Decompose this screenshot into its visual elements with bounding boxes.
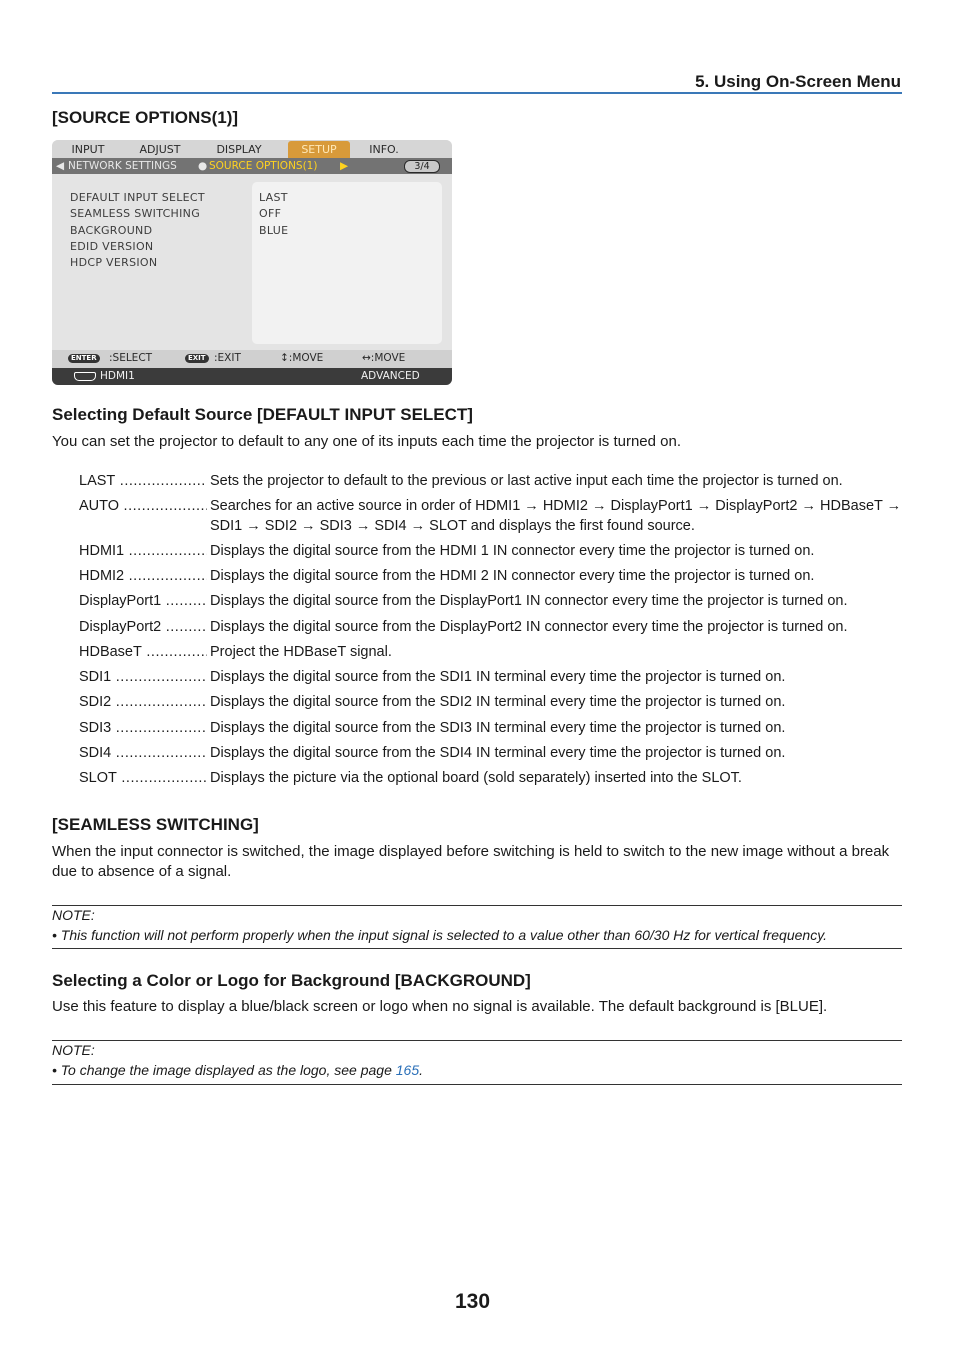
- option-term: SLOT .....: [79, 768, 207, 788]
- option-desc: Displays the digital source from the HDMI 1 IN connector every time the projector is turned on.: [210, 543, 815, 559]
- osd-footer-select: :SELECT: [109, 352, 153, 364]
- osd-tab-info[interactable]: INFO.: [369, 143, 399, 156]
- osd-status-bar: [52, 368, 452, 385]
- note-label: NOTE:: [52, 1042, 95, 1058]
- note-rule-bottom: [52, 948, 902, 949]
- enter-key-icon: ENTER: [68, 354, 100, 363]
- option-term: LAST .....: [79, 471, 207, 491]
- background-body: Use this feature to display a blue/black screen or logo when no signal is available. The default background is [BLUE].: [52, 998, 828, 1015]
- exit-key-icon: EXIT: [185, 354, 209, 363]
- osd-footer-move-updown: ↕:MOVE: [280, 352, 324, 364]
- osd-breadcrumb-current[interactable]: SOURCE OPTIONS(1): [209, 160, 318, 172]
- default-input-heading: Selecting Default Source [DEFAULT INPUT SELECT]: [52, 405, 473, 424]
- option-term: SDI3 .....: [79, 718, 207, 738]
- osd-footer-exit: :EXIT: [214, 352, 241, 364]
- osd-page-indicator: 3/4: [404, 160, 440, 173]
- page-number: 130: [455, 1290, 491, 1313]
- option-desc: Searches for an active source in order of HDMI1 → HDMI2 → DisplayPort1 → DisplayPort2 → HDBaseT → SDI1 → SDI2 → SDI3 → SDI4 → SLOT and displays the first found source.: [210, 498, 902, 534]
- note-rule-top: [52, 1040, 902, 1041]
- osd-value-seamless: OFF: [259, 207, 282, 220]
- option-desc: Displays the digital source from the SDI2 IN terminal every time the projector is turned on.: [210, 694, 786, 710]
- option-desc: Displays the picture via the optional board (sold separately) inserted into the SLOT.: [210, 770, 742, 786]
- bullet-icon: ●: [198, 160, 208, 172]
- option-term: SDI2 .....: [79, 692, 207, 712]
- option-desc: Project the HDBaseT signal.: [210, 644, 392, 660]
- chapter-title: 5. Using On-Screen Menu: [695, 72, 901, 91]
- note-text-suffix: .: [419, 1062, 423, 1078]
- option-desc: Displays the digital source from the HDMI 2 IN connector every time the projector is turned on.: [210, 568, 815, 584]
- right-arrow-icon[interactable]: ▶: [340, 160, 349, 172]
- osd-status-mode: ADVANCED: [361, 370, 420, 382]
- osd-tab-bar: [52, 140, 452, 158]
- default-input-intro: You can set the projector to default to any one of its inputs each time the projector is turned on.: [52, 433, 681, 450]
- osd-tab-setup[interactable]: SETUP: [288, 141, 350, 158]
- osd-tab-display[interactable]: DISPLAY: [216, 143, 262, 156]
- left-arrow-icon[interactable]: ◀: [56, 160, 65, 172]
- osd-status-input: HDMI1: [100, 370, 135, 382]
- page-link[interactable]: 165: [395, 1062, 420, 1078]
- osd-item-default-input-select[interactable]: DEFAULT INPUT SELECT: [70, 191, 205, 204]
- note-label: NOTE:: [52, 907, 95, 923]
- background-heading: Selecting a Color or Logo for Background [BACKGROUND]: [52, 971, 531, 990]
- note-text-prefix: • To change the image displayed as the logo, see page: [52, 1062, 396, 1078]
- osd-item-background[interactable]: BACKGROUND: [70, 224, 153, 237]
- seamless-heading: [SEAMLESS SWITCHING]: [52, 815, 259, 834]
- note-rule-bottom: [52, 1084, 902, 1085]
- option-desc: Displays the digital source from the SDI4 IN terminal every time the projector is turned on.: [210, 745, 786, 761]
- osd-item-seamless-switching[interactable]: SEAMLESS SWITCHING: [70, 207, 201, 220]
- osd-tab-input[interactable]: INPUT: [71, 143, 105, 156]
- note-text: • This function will not perform properly when the input signal is selected to a value other than 60/30 Hz for vertical frequency.: [52, 927, 828, 943]
- note-text: [52, 1062, 423, 1078]
- note-rule-top: [52, 905, 902, 906]
- section-title: [SOURCE OPTIONS(1)]: [52, 108, 239, 127]
- option-term: SDI4 .....: [79, 743, 207, 763]
- option-term: HDMI2 .....: [79, 566, 207, 586]
- seamless-body: When the input connector is switched, the image displayed before switching is held to switch to the new image without a break due to absence of a signal.: [52, 843, 890, 880]
- osd-item-edid-version[interactable]: EDID VERSION: [70, 240, 154, 253]
- option-desc: Displays the digital source from the SDI3 IN terminal every time the projector is turned on.: [210, 720, 786, 736]
- osd-tab-adjust[interactable]: ADJUST: [139, 143, 181, 156]
- osd-menu: [52, 140, 452, 385]
- header-rule: [52, 92, 902, 94]
- option-desc: Displays the digital source from the DisplayPort1 IN connector every time the projector is turned on.: [210, 593, 848, 609]
- osd-item-hdcp-version[interactable]: HDCP VERSION: [70, 256, 158, 269]
- option-desc: Displays the digital source from the DisplayPort2 IN connector every time the projector is turned on.: [210, 619, 848, 635]
- option-desc: Sets the projector to default to the previous or last active input each time the projector is turned on.: [210, 473, 843, 489]
- osd-breadcrumb: [52, 158, 452, 174]
- option-term: SDI1 .....: [79, 667, 207, 687]
- osd-footer-move-leftright: ↔:MOVE: [362, 352, 406, 364]
- option-term: HDBaseT .....: [79, 642, 207, 662]
- option-desc: Displays the digital source from the SDI1 IN terminal every time the projector is turned on.: [210, 669, 786, 685]
- osd-value-background: BLUE: [259, 224, 289, 237]
- option-term: AUTO .....: [79, 496, 207, 516]
- option-term: DisplayPort2 .....: [79, 617, 207, 637]
- osd-value-default-input: LAST: [259, 191, 288, 204]
- osd-breadcrumb-prev[interactable]: NETWORK SETTINGS: [68, 160, 177, 172]
- hdmi-connector-icon: [74, 372, 96, 381]
- option-term: HDMI1 .....: [79, 541, 207, 561]
- option-term: DisplayPort1 .....: [79, 591, 207, 611]
